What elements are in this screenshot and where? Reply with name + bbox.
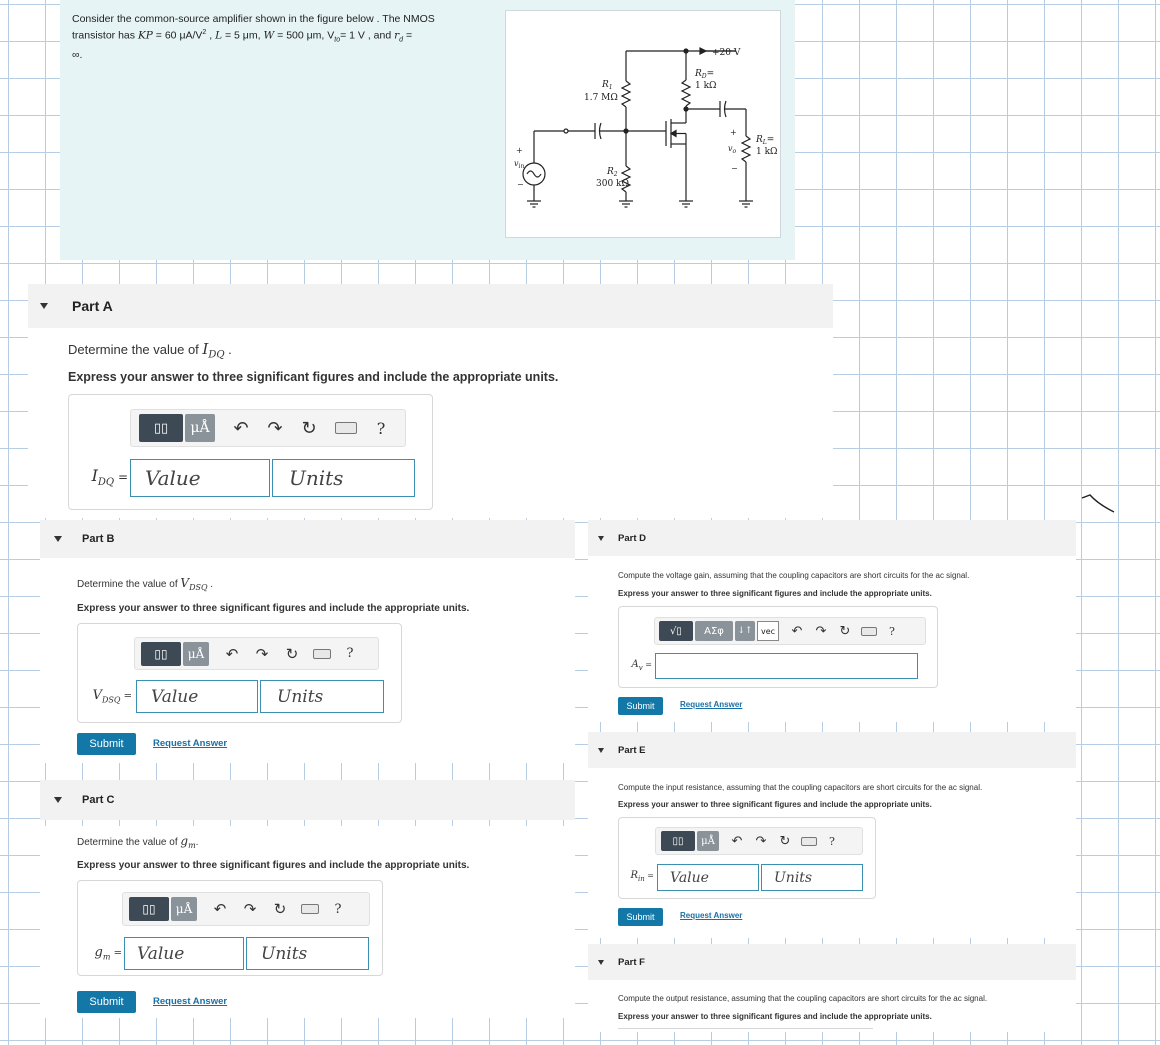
redo-icon[interactable]: ↷ xyxy=(815,623,827,639)
redo-icon[interactable]: ↷ xyxy=(255,644,269,663)
sqrt-icon: √ xyxy=(670,625,677,637)
part-b-title: Part B xyxy=(82,533,115,545)
r1-value: 1.7 MΩ xyxy=(584,93,618,103)
part-a-header[interactable] xyxy=(28,284,833,328)
redo-icon[interactable]: ↷ xyxy=(243,900,257,918)
problem-text-c: , xyxy=(206,29,216,42)
collapse-icon xyxy=(54,536,62,542)
part-a-question-text: Determine the value of xyxy=(68,342,203,357)
part-b-varsub: DSQ xyxy=(189,583,208,592)
reset-icon[interactable]: ↻ xyxy=(839,623,851,639)
circuit-diagram xyxy=(506,11,782,239)
part-b-label-var: V xyxy=(92,688,102,703)
part-c-question-post: . xyxy=(195,837,199,848)
part-c-question-text: Determine the value of xyxy=(77,837,181,848)
rl-value: 1 kΩ xyxy=(756,147,778,157)
part-a-varsub: DQ xyxy=(208,349,225,361)
problem-text-b: = 60 μA/V xyxy=(152,29,203,42)
keyboard-icon[interactable] xyxy=(301,904,319,914)
reset-icon[interactable]: ↻ xyxy=(285,644,299,663)
part-d-title: Part D xyxy=(618,532,646,544)
templates-button[interactable]: ▯▯ xyxy=(141,642,181,666)
part-c-var: g xyxy=(180,834,189,848)
templates-button[interactable]: ▯▯ xyxy=(129,897,169,921)
part-e-title: Part E xyxy=(618,744,646,756)
part-a-value-input[interactable]: Value xyxy=(130,459,270,497)
exp-2: 2 xyxy=(202,29,207,36)
part-c-instruction: Express your answer to three significant figures and include the appropriate units. xyxy=(77,860,470,871)
part-e-label-sub: in xyxy=(638,875,645,883)
part-b-question-post: . xyxy=(207,579,214,590)
help-icon[interactable]: ? xyxy=(889,624,895,638)
help-icon[interactable]: ? xyxy=(376,418,386,438)
part-b-submit-button[interactable]: Submit xyxy=(77,733,136,755)
part-d-answer-input[interactable] xyxy=(655,653,918,679)
r2-label: $R_2$ xyxy=(607,167,618,178)
keyboard-icon[interactable] xyxy=(335,422,357,434)
part-e-question: Compute the input resistance, assuming that the coupling capacitors are short circuits for the ac signal. xyxy=(618,783,983,792)
undo-icon[interactable]: ↶ xyxy=(225,644,239,663)
rd-label: $R_D=$ xyxy=(695,69,715,80)
undo-icon[interactable]: ↶ xyxy=(791,623,803,639)
part-e-label-var: R xyxy=(630,870,638,881)
part-b-request-answer-link[interactable]: Request Answer xyxy=(153,738,228,749)
part-d-instruction: Express your answer to three significant figures and include the appropriate units. xyxy=(618,589,932,598)
problem-text-a: transistor has xyxy=(72,29,138,42)
part-b-label xyxy=(80,688,132,705)
collapse-icon xyxy=(54,797,62,803)
problem-statement xyxy=(72,12,502,62)
vto-sub: to xyxy=(334,36,341,44)
vin-minus: − xyxy=(517,180,524,189)
problem-line-1: Consider the common-source amplifier shown in the figure below . The NMOS xyxy=(72,13,435,25)
rd-sub: d xyxy=(399,36,404,44)
reset-icon[interactable]: ↻ xyxy=(301,417,317,439)
rl-resistor xyxy=(742,136,750,162)
part-a-var: I xyxy=(202,340,209,358)
part-a-label-var: I xyxy=(91,466,98,485)
collapse-icon xyxy=(598,960,604,965)
problem-text-f: = 1 V , and xyxy=(340,29,395,42)
part-a-label xyxy=(78,466,128,488)
units-button[interactable]: μÅ xyxy=(697,831,719,851)
part-d-header[interactable] xyxy=(588,520,1076,556)
units-button[interactable]: μÅ xyxy=(185,414,215,442)
part-b-value-input[interactable]: Value xyxy=(136,680,258,713)
undo-icon[interactable]: ↶ xyxy=(233,417,249,439)
part-a-units-input[interactable]: Units xyxy=(272,459,415,497)
pen-stroke xyxy=(1080,492,1120,517)
vo-label: $v_o$ xyxy=(728,144,737,155)
vec-button[interactable]: vec xyxy=(757,621,779,641)
part-c-value-input[interactable]: Value xyxy=(124,937,244,970)
problem-text-e: = 500 μm, V xyxy=(274,29,335,42)
vo-plus: + xyxy=(730,128,737,137)
part-c-varsub: m xyxy=(188,841,196,850)
problem-line-2 xyxy=(72,26,502,48)
vdd-arrow xyxy=(700,48,706,54)
vo-minus: − xyxy=(731,164,738,173)
part-f-title: Part F xyxy=(618,956,645,968)
part-a-label-sub: DQ xyxy=(97,477,115,489)
part-b-toolbar xyxy=(134,637,379,670)
part-a-label-eq: = xyxy=(114,470,128,484)
units-button[interactable]: μÅ xyxy=(171,897,197,921)
part-b-var: V xyxy=(180,576,190,590)
part-e-submit-button[interactable]: Submit xyxy=(618,908,663,926)
reset-icon[interactable]: ↻ xyxy=(779,833,791,849)
part-c-toolbar xyxy=(122,892,370,926)
part-d-question: Compute the voltage gain, assuming that the coupling capacitors are short circuits for the ac signal. xyxy=(618,571,970,580)
rd-resistor xyxy=(682,80,690,106)
part-e-value-input[interactable]: Value xyxy=(657,864,759,891)
collapse-icon xyxy=(598,536,604,541)
help-icon[interactable]: ? xyxy=(334,901,342,917)
part-c-label xyxy=(76,945,122,962)
rd-value: 1 kΩ xyxy=(695,81,717,91)
help-icon[interactable]: ? xyxy=(346,646,354,661)
redo-icon[interactable]: ↷ xyxy=(755,833,767,849)
keyboard-icon[interactable] xyxy=(801,837,817,846)
part-f-header[interactable] xyxy=(588,944,1076,980)
part-c-question xyxy=(77,834,198,850)
rl-label: $R_L=$ xyxy=(756,135,775,146)
part-b-question-text: Determine the value of xyxy=(77,579,181,590)
w-symbol: W xyxy=(263,29,275,42)
part-d-label-sub: v xyxy=(638,664,643,672)
units-button[interactable]: μÅ xyxy=(183,642,209,666)
part-a-toolbar xyxy=(130,409,406,447)
keyboard-icon[interactable] xyxy=(861,627,877,636)
help-icon[interactable]: ? xyxy=(829,834,835,848)
input-node xyxy=(564,129,568,133)
part-c-label-eq: = xyxy=(110,948,122,959)
vdd-label: +20 V xyxy=(712,48,741,58)
problem-line-3: ∞. xyxy=(72,48,83,61)
vin-label: $v_{in}$ xyxy=(514,159,525,170)
part-c-request-answer-link[interactable]: Request Answer xyxy=(153,996,228,1007)
part-e-header[interactable] xyxy=(588,732,1076,768)
part-d-label xyxy=(618,659,652,672)
part-b-units-input[interactable]: Units xyxy=(260,680,384,713)
part-d-submit-button[interactable]: Submit xyxy=(618,697,663,715)
redo-icon[interactable]: ↷ xyxy=(267,417,283,439)
part-d-request-answer-link[interactable]: Request Answer xyxy=(680,700,743,709)
circuit-figure xyxy=(505,10,781,238)
arrows-button[interactable]: ↓↑ xyxy=(735,621,755,641)
kp-symbol: KP xyxy=(137,29,153,42)
undo-icon[interactable]: ↶ xyxy=(731,833,743,849)
part-f-instruction: Express your answer to three significant figures and include the appropriate units. xyxy=(618,1012,932,1021)
part-f-question: Compute the output resistance, assuming that the coupling capacitors are short circuits for the ac signal. xyxy=(618,994,988,1003)
r2-value: 300 kΩ xyxy=(596,179,629,189)
r1-resistor xyxy=(622,81,630,107)
problem-text-d: = 5 μm, xyxy=(222,29,264,42)
part-d-label-var: A xyxy=(631,659,639,670)
undo-icon[interactable]: ↶ xyxy=(213,900,227,918)
collapse-icon xyxy=(598,748,604,753)
part-a-question xyxy=(68,340,232,361)
reset-icon[interactable]: ↻ xyxy=(273,900,287,918)
sqrt-template-button[interactable]: √ ▯ xyxy=(659,621,693,641)
part-e-instruction: Express your answer to three significant figures and include the appropriate units. xyxy=(618,800,932,809)
part-b-instruction: Express your answer to three significant figures and include the appropriate units. xyxy=(77,603,470,614)
problem-text-g: = xyxy=(403,29,413,42)
keyboard-icon[interactable] xyxy=(313,649,331,659)
part-b-header[interactable] xyxy=(40,520,575,558)
part-c-header[interactable] xyxy=(40,780,575,820)
part-e-label-eq: = xyxy=(644,871,654,880)
part-a-title: Part A xyxy=(72,298,113,314)
part-c-title: Part C xyxy=(82,794,115,806)
part-b-label-sub: DSQ xyxy=(101,695,121,705)
greek-button[interactable]: ΑΣφ xyxy=(695,621,733,641)
collapse-icon xyxy=(40,303,48,309)
l-symbol: L xyxy=(215,29,223,42)
part-a-instruction: Express your answer to three significant figures and include the appropriate units. xyxy=(68,370,559,384)
part-a-question-post: . xyxy=(224,342,232,357)
part-e-request-answer-link[interactable]: Request Answer xyxy=(680,911,743,920)
part-c-submit-button[interactable]: Submit xyxy=(77,991,136,1013)
part-f-answer-box-edge xyxy=(618,1028,873,1031)
templates-button[interactable]: ▯▯ xyxy=(661,831,695,851)
part-b-label-eq: = xyxy=(120,691,132,702)
vin-plus: + xyxy=(516,146,523,155)
templates-button[interactable]: ▯▯ xyxy=(139,414,183,442)
part-e-toolbar xyxy=(655,827,863,855)
rd-symbol: r xyxy=(394,29,400,42)
part-c-label-var: g xyxy=(94,945,103,960)
part-e-label xyxy=(618,870,654,883)
part-c-units-input[interactable]: Units xyxy=(246,937,369,970)
part-e-units-input[interactable]: Units xyxy=(761,864,863,891)
part-d-label-eq: = xyxy=(642,660,652,669)
part-f-panel xyxy=(588,980,1076,1032)
part-d-toolbar xyxy=(654,617,926,645)
r1-label: $R_1$ xyxy=(602,80,613,91)
part-b-question xyxy=(77,576,213,592)
part-c-label-sub: m xyxy=(102,952,111,962)
